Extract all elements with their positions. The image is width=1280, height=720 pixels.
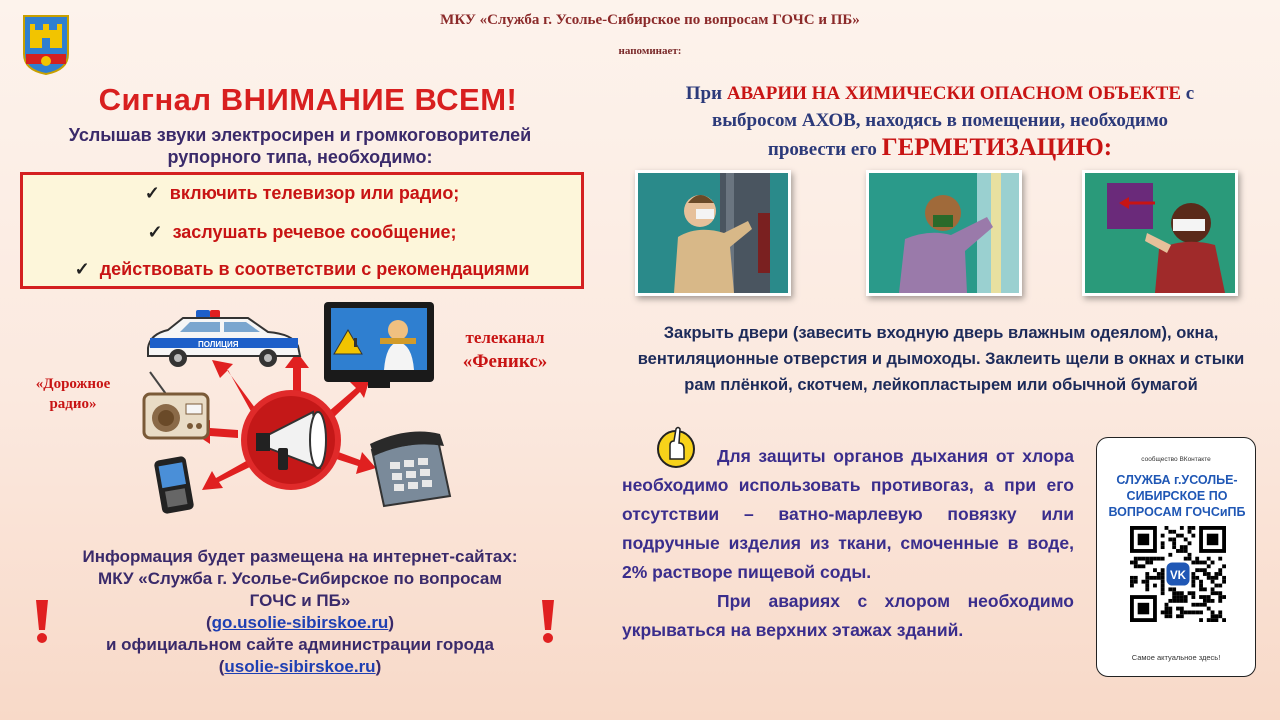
police-label: ПОЛИЦИЯ bbox=[198, 340, 239, 349]
actions-box bbox=[20, 172, 584, 289]
info-line-4: и официальном сайте администрации города bbox=[105, 635, 494, 654]
title-text: провести его bbox=[767, 139, 882, 160]
vk-community-label: сообщество ВКонтакте bbox=[1141, 456, 1211, 463]
title-colon: : bbox=[1103, 134, 1113, 161]
chemical-accident-title bbox=[640, 80, 1240, 163]
road-radio-line-1: «Дорожное bbox=[35, 376, 111, 392]
signal-prefix: Сигнал bbox=[98, 82, 221, 117]
svg-text:VK: VK bbox=[1170, 569, 1186, 582]
info-link-row-1 bbox=[30, 612, 570, 634]
vk-card-caption: Самое актуальное здесь! bbox=[1131, 653, 1221, 662]
desk-phone-icon bbox=[370, 432, 450, 506]
info-line-1: Информация будет размещена на интернет-сайтах: bbox=[82, 547, 518, 566]
paren: ) bbox=[388, 613, 394, 632]
hearing-instructions bbox=[40, 124, 560, 168]
hearing-line-2: рупорного типа, необходимо: bbox=[167, 147, 433, 167]
signal-heading bbox=[18, 82, 598, 118]
site-link-gochs[interactable]: go.usolie-sibirskoe.ru bbox=[211, 613, 389, 632]
paren: ( bbox=[206, 613, 212, 632]
tv-monitor-icon bbox=[324, 302, 434, 388]
protection-paragraph-2 bbox=[622, 587, 1074, 645]
megaphone-icon bbox=[241, 390, 341, 490]
title-text: с bbox=[1181, 83, 1195, 104]
title-line-2: выбросом АХОВ, находясь в помещении, необходимо bbox=[711, 110, 1169, 131]
tv-channel-line-2: «Феникс» bbox=[462, 351, 548, 372]
action-text: включить телевизор или радио; bbox=[169, 183, 460, 203]
protection-text-2: При авариях с хлором необходимо укрываться на верхних этажах зданий. bbox=[622, 591, 1074, 640]
action-item bbox=[23, 183, 581, 204]
vk-qr-card[interactable] bbox=[1096, 437, 1256, 677]
tv-channel-line-1: телеканал bbox=[465, 328, 545, 347]
title-line-3 bbox=[640, 134, 1240, 163]
site-link-city[interactable]: usolie-sibirskoe.ru bbox=[224, 657, 376, 676]
paren: ( bbox=[218, 657, 225, 676]
road-radio-line-2: радио» bbox=[49, 396, 97, 412]
tv-channel-label bbox=[450, 326, 560, 374]
exclamation-icon bbox=[538, 598, 558, 644]
radio-icon bbox=[144, 372, 208, 438]
city-emblem-icon bbox=[22, 14, 70, 76]
warning-illustration bbox=[128, 300, 458, 515]
mobile-phone-icon bbox=[154, 456, 195, 515]
signal-caps: ВНИМАНИЕ ВСЕМ! bbox=[220, 82, 518, 117]
respiratory-protection-text bbox=[622, 442, 1074, 645]
info-line-3: ГОЧС и ПБ» bbox=[249, 591, 351, 610]
action-item bbox=[23, 222, 581, 243]
qr-code-icon[interactable] bbox=[1130, 526, 1226, 622]
paren: ) bbox=[375, 657, 382, 676]
sealing-window-photo bbox=[866, 170, 1022, 296]
reminds-subtitle: напоминает: bbox=[618, 45, 682, 57]
sealing-door-photo bbox=[635, 170, 791, 296]
title-line-1 bbox=[640, 80, 1240, 107]
info-block bbox=[30, 546, 570, 678]
title-red-text: АВАРИИ НА ХИМИЧЕСКИ ОПАСНОМ ОБЪЕКТЕ bbox=[726, 83, 1182, 104]
action-text: действовать в соответствии с рекомендациями bbox=[99, 259, 530, 279]
check-icon: ✓ bbox=[147, 222, 163, 242]
info-line-2: МКУ «Служба г. Усолье-Сибирское по вопросам bbox=[98, 569, 502, 588]
close-openings-text: Закрыть двери (завесить входную дверь влажным одеялом), окна, вентиляционные отверстия и дымоходы. Заклеить щели в окнах и стыки рам плёнкой, скотчем, лейкопластырем или обычной бумагой bbox=[637, 324, 1245, 394]
check-icon: ✓ bbox=[74, 259, 90, 279]
action-text: заслушать речевое сообщение; bbox=[172, 222, 457, 242]
protection-text-1: Для защиты органов дыхания от хлора необходимо использовать противогаз, а при его отсутствии – ватно-марлевую повязку или подручные изделия из ткани, смоченные в воде, 2% растворе пищевой соды. bbox=[622, 446, 1074, 582]
protection-paragraph-1 bbox=[622, 442, 1074, 587]
organization-title: МКУ «Служба г. Усолье-Сибирское по вопросам ГОЧС и ПБ» bbox=[440, 12, 860, 28]
road-radio-label bbox=[18, 374, 128, 414]
title-text: При bbox=[685, 83, 727, 104]
info-link-row-2 bbox=[30, 656, 570, 678]
sealing-vent-photo bbox=[1082, 170, 1238, 296]
check-icon: ✓ bbox=[144, 183, 160, 203]
hearing-line-1: Услышав звуки электросирен и громкоговорителей bbox=[68, 125, 532, 145]
police-car-icon bbox=[148, 310, 300, 367]
action-item bbox=[23, 259, 581, 280]
exclamation-icon bbox=[32, 598, 52, 644]
title-red-text: ГЕРМЕТИЗАЦИЮ bbox=[881, 134, 1104, 161]
vk-community-title: СЛУЖБА г.УСОЛЬЕ-СИБИРСКОЕ ПО ВОПРОСАМ ГОЧСиПБ bbox=[1108, 473, 1246, 519]
